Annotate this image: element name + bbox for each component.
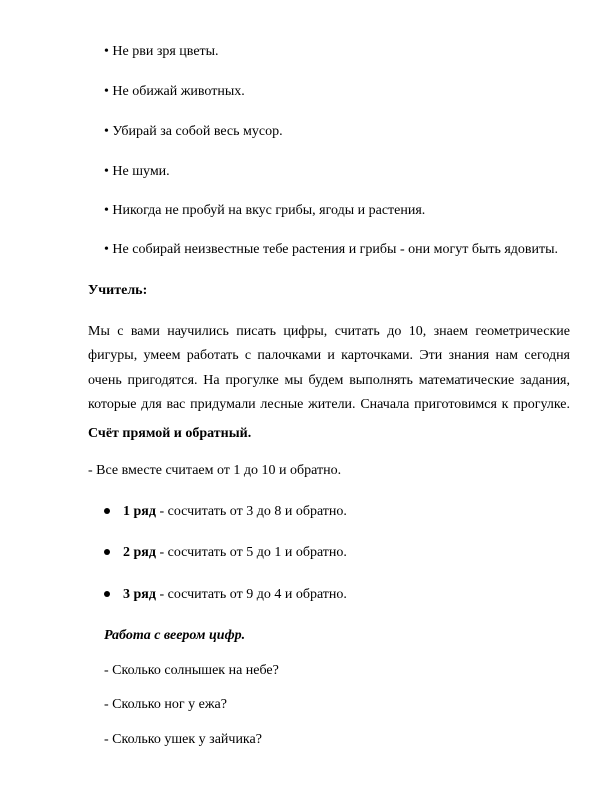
question-item: - Сколько солнышек на небе? [104,663,279,678]
bullet-icon [104,508,110,514]
paragraph-line: фигуры, умеем работать с палочками и карточками. Эти знания нам сегодня [88,348,570,364]
rule-item: • Не обижай животных. [104,84,245,99]
paragraph-line: очень пригодятся. На прогулке мы будем выполнять математические задания, [88,372,570,388]
row-item [104,545,347,561]
rule-item: • Не рви зря цветы. [104,44,219,59]
count-intro: - Все вместе считаем от 1 до 10 и обратно. [88,463,342,478]
row-text: - сосчитать от 9 до 4 и обратно. [155,587,347,602]
rule-item: • Не шуми. [104,164,170,179]
paragraph-line: Мы с вами научились писать цифры, считать до 10, знаем геометрические [88,324,570,339]
paragraph-line: которые для вас придумали лесные жители. Сначала приготовимся к прогулке. [88,396,570,412]
fan-heading: Работа с веером цифр. [104,628,246,643]
question-item: - Сколько ног у ежа? [104,697,227,712]
row-label: 3 ряд [123,587,156,602]
rule-item: • Убирай за собой весь мусор. [104,124,283,139]
row-label: 2 ряд [123,545,156,560]
row-item [104,587,347,603]
question-item: - Сколько ушек у зайчика? [104,732,262,747]
rule-item: • Не собирай неизвестные тебе растения и грибы - они могут быть ядовиты. [104,242,559,257]
teacher-label: Учитель: [88,283,148,298]
rule-item: • Никогда не пробуй на вкус грибы, ягоды и растения. [104,203,426,218]
row-label: 1 ряд [123,504,156,519]
count-heading: Счёт прямой и обратный. [88,426,252,441]
row-text: - сосчитать от 5 до 1 и обратно. [155,545,347,560]
row-text: - сосчитать от 3 до 8 и обратно. [155,504,347,519]
bullet-icon [104,549,110,555]
row-item [104,504,347,520]
teacher-paragraph [88,320,570,417]
bullet-icon [104,591,110,597]
